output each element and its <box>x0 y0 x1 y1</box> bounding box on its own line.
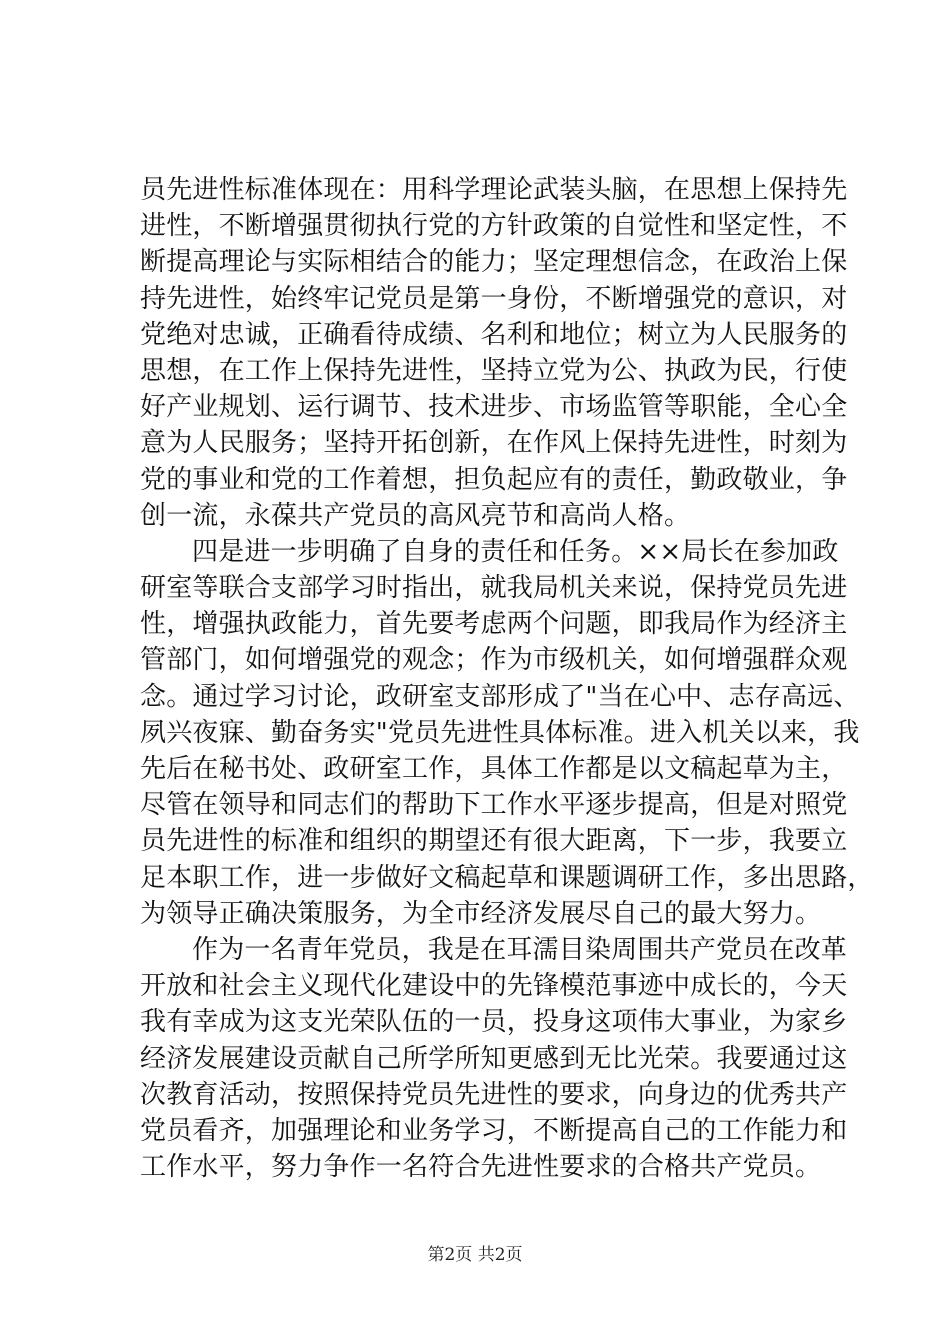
text-line: 我有幸成为这支光荣队伍的一员，投身这项伟大事业，为家乡 <box>140 1007 848 1038</box>
text-line: 尽管在领导和同志们的帮助下工作水平逐步提高，但是对照党 <box>140 790 848 821</box>
text-line: 党员看齐，加强理论和业务学习，不断提高自己的工作能力和 <box>140 1115 848 1146</box>
text-line: 意为人民服务；坚持开拓创新，在作风上保持先进性，时刻为 <box>140 428 848 459</box>
text-line: 断提高理论与实际相结合的能力；坚定理想信念，在政治上保 <box>140 247 848 278</box>
text-line: 思想，在工作上保持先进性，坚持立党为公、执政为民，行使 <box>140 355 848 386</box>
body-text <box>140 172 874 1185</box>
page-footer: 第2页 共2页 <box>427 1245 523 1265</box>
text-line: 先后在秘书处、政研室工作，具体工作都是以文稿起草为主， <box>140 754 848 784</box>
text-line: 开放和社会主义现代化建设中的先锋模范事迹中成长的，今天 <box>140 971 848 1002</box>
text-line: 管部门，如何增强党的观念；作为市级机关，如何增强群众观 <box>140 645 848 676</box>
text-line: 创一流，永葆共产党员的高风亮节和高尚人格。 <box>140 500 691 531</box>
text-line: 持先进性，始终牢记党员是第一身份，不断增强党的意识，对 <box>140 283 848 314</box>
text-line: 进性，不断增强贯彻执行党的方针政策的自觉性和坚定性，不 <box>140 211 848 242</box>
text-line: 念。通过学习讨论，政研室支部形成了"当在心中、志存高远、 <box>140 681 860 712</box>
text-line: 次教育活动，按照保持党员先进性的要求，向身边的优秀共产 <box>140 1079 848 1110</box>
text-line: 夙兴夜寐、勤奋务实"党员先进性具体标准。进入机关以来，我 <box>140 717 860 748</box>
text-line: 足本职工作，进一步做好文稿起草和课题调研工作，多出思路， <box>140 862 874 893</box>
text-line: 员先进性的标准和组织的期望还有很大距离，下一步，我要立 <box>140 826 848 857</box>
paragraph-start-line: 四是进一步明确了自身的责任和任务。××局长在参加政 <box>192 536 839 567</box>
text-line: 党的事业和党的工作着想，担负起应有的责任，勤政敬业，争 <box>140 464 848 495</box>
text-line: 研室等联合支部学习时指出，就我局机关来说，保持党员先进 <box>140 573 848 604</box>
paragraph-start-line: 作为一名青年党员，我是在耳濡目染周围共产党员在改革 <box>192 934 848 965</box>
text-line: 为领导正确决策服务，为全市经济发展尽自己的最大努力。 <box>140 898 822 929</box>
text-line: 性，增强执政能力，首先要考虑两个问题，即我局作为经济主 <box>140 609 848 640</box>
text-line: 党绝对忠诚，正确看待成绩、名利和地位；树立为人民服务的 <box>140 319 848 350</box>
text-line: 好产业规划、运行调节、技术进步、市场监管等职能，全心全 <box>140 392 848 423</box>
text-line: 工作水平，努力争作一名符合先进性要求的合格共产党员。 <box>140 1152 822 1183</box>
text-line: 经济发展建设贡献自己所学所知更感到无比光荣。我要通过这 <box>140 1043 848 1074</box>
text-line: 员先进性标准体现在：用科学理论武装头脑，在思想上保持先 <box>140 175 848 205</box>
